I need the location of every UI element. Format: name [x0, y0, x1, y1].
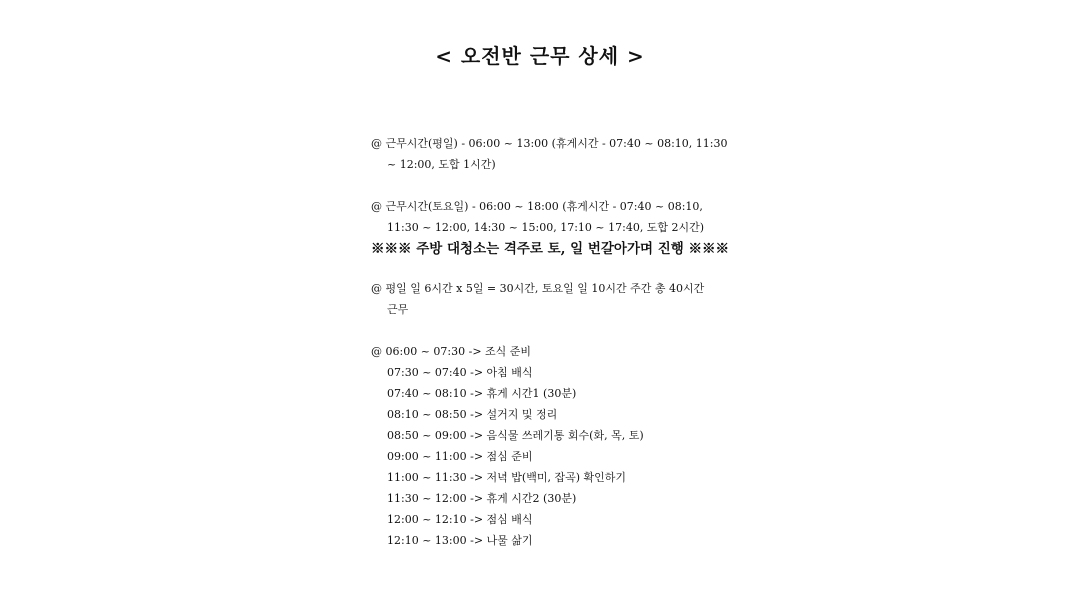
page-title: < 오전반 근무 상세 >: [435, 44, 645, 68]
weekday-hours-line: @ 근무시간(평일) - 06:00 ~ 13:00 (휴게시간 - 07:40 ~ 08:10, 11:30: [371, 137, 728, 150]
schedule-item: 11:30 ~ 12:00 -> 휴게 시간2 (30분): [387, 492, 577, 505]
document-body: [371, 133, 731, 551]
weekly-total-line: 근무: [387, 303, 409, 316]
saturday-hours-line: 11:30 ~ 12:00, 14:30 ~ 15:00, 17:10 ~ 17:40, 도합 2시간): [387, 221, 705, 234]
cleaning-notice: ※※※ 주방 대청소는 격주로 토, 일 번갈아가며 진행 ※※※: [371, 241, 730, 257]
spacer: [371, 175, 731, 196]
spacer: [371, 261, 731, 278]
saturday-hours-line: @ 근무시간(토요일) - 06:00 ~ 18:00 (휴게시간 - 07:40 ~ 08:10,: [371, 200, 703, 213]
schedule-item: 09:00 ~ 11:00 -> 점심 준비: [387, 450, 533, 463]
schedule-item: 12:00 ~ 12:10 -> 점심 배식: [387, 513, 533, 526]
schedule-item: 07:40 ~ 08:10 -> 휴게 시간1 (30분): [387, 387, 577, 400]
schedule-item: @ 06:00 ~ 07:30 -> 조식 준비: [371, 345, 532, 358]
weekday-hours-line: ~ 12:00, 도합 1시간): [387, 158, 496, 171]
schedule-item: 11:00 ~ 11:30 -> 저녁 밥(백미, 잡곡) 확인하기: [387, 471, 626, 484]
schedule-item: 08:10 ~ 08:50 -> 설거지 및 정리: [387, 408, 558, 421]
schedule-item: 12:10 ~ 13:00 -> 나물 삶기: [387, 534, 533, 547]
spacer: [371, 320, 731, 341]
schedule-item: 08:50 ~ 09:00 -> 음식물 쓰레기통 회수(화, 목, 토): [387, 429, 644, 442]
weekly-total-line: @ 평일 일 6시간 x 5일 = 30시간, 토요일 일 10시간 주간 총 40시간: [371, 282, 705, 295]
schedule-item: 07:30 ~ 07:40 -> 아침 배식: [387, 366, 533, 379]
